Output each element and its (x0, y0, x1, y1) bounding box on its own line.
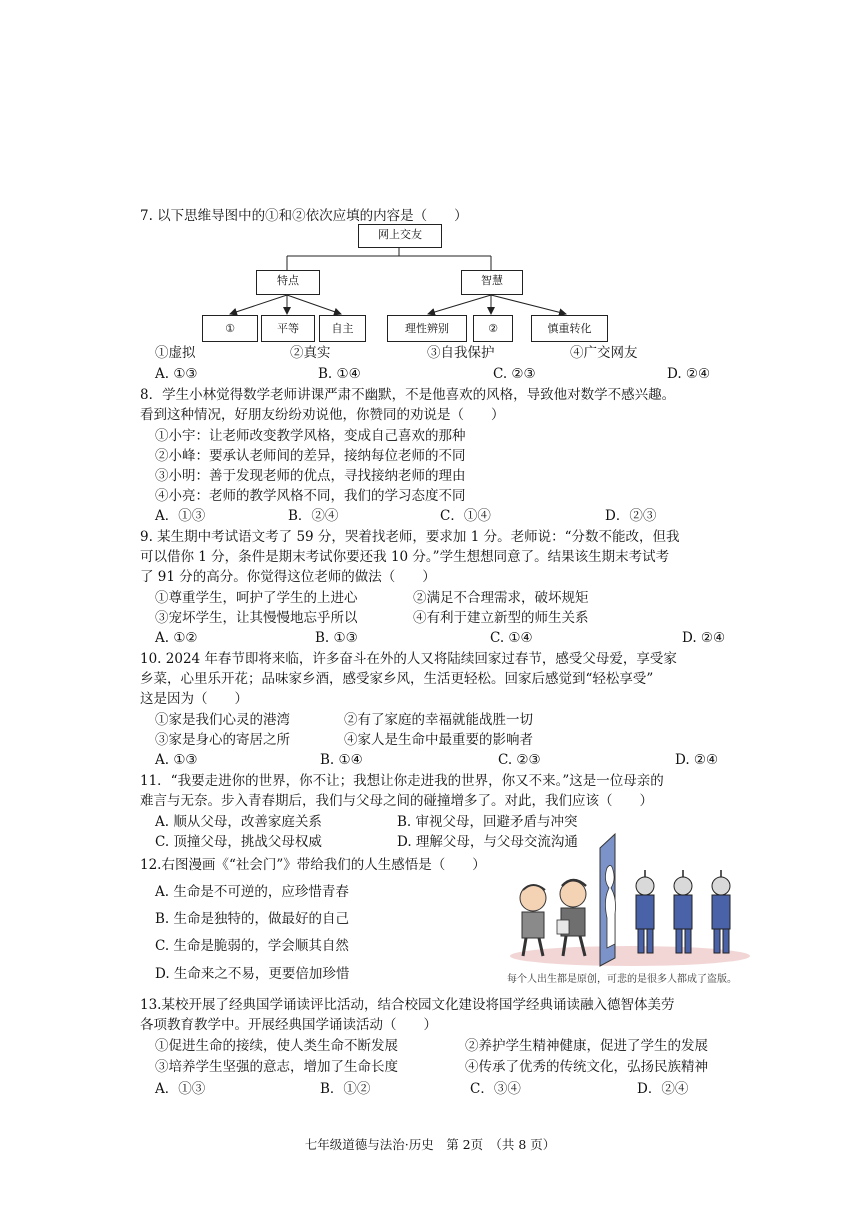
q12-option-c[interactable]: C. 生命是脆弱的，学会顺其自然 (155, 938, 349, 954)
q9-item-4: ④有利于建立新型的师生关系 (413, 610, 589, 626)
q8-option-c[interactable]: C．①④ (440, 508, 491, 524)
mindmap-leaf-4: 理性辨别 (387, 315, 467, 342)
q8-option-d[interactable]: D．②③ (605, 508, 657, 524)
q9-option-d[interactable]: D. ②④ (682, 630, 726, 646)
q13-item-3: ③培养学生坚强的意志，增加了生命长度 (155, 1059, 398, 1075)
q11-option-c[interactable]: C. 顶撞父母，挑战父母权威 (155, 834, 322, 850)
q13-option-c[interactable]: C．③④ (470, 1081, 521, 1097)
q7-item-3: ③自我保护 (427, 345, 495, 361)
mindmap-leaf-6: 慎重转化 (531, 315, 608, 342)
q9-option-c[interactable]: C. ①④ (490, 630, 533, 646)
q13-item-1: ①促进生命的接续，使人类生命不断发展 (155, 1038, 398, 1054)
q11-option-d[interactable]: D. 理解父母，与父母交流沟通 (397, 834, 578, 850)
q7-option-b[interactable]: B. ①④ (318, 366, 361, 382)
cartoon-illustration (505, 828, 765, 970)
q9-item-2: ②满足不合理需求，破坏规矩 (413, 590, 589, 606)
mindmap-left-node: 特点 (256, 270, 320, 295)
mindmap-leaf-2: 平等 (261, 315, 315, 342)
q10-option-c[interactable]: C. ②③ (498, 752, 541, 768)
q11-stem-line-2: 难言与无奈。步入青春期后，我们与父母之间的碰撞增多了。对此，我们应该（ ） (140, 793, 653, 809)
q7-stem: 7. 以下思维导图中的①和②依次应填的内容是（ ） (140, 208, 468, 224)
q9-option-b[interactable]: B. ①③ (315, 630, 358, 646)
q10-stem-line-3: 这是因为（ ） (140, 691, 248, 707)
mindmap-leaf-1: ① (202, 315, 258, 342)
q9-option-a[interactable]: A. ①② (155, 630, 198, 646)
q7-item-1: ①虚拟 (155, 345, 196, 361)
q11-option-a[interactable]: A. 顺从父母，改善家庭关系 (155, 814, 322, 830)
q8-option-b[interactable]: B．②④ (288, 508, 339, 524)
mindmap-leaf-3: 自主 (319, 315, 366, 342)
q8-item-1: ①小宇：让老师改变教学风格，变成自己喜欢的那种 (155, 428, 466, 444)
mindmap-root: 网上交友 (358, 224, 442, 248)
q13-stem-line-2: 各项教育教学中。开展经典国学诵读活动（ ） (140, 1017, 437, 1033)
q9-stem-line-1: 9. 某生期中考试语文考了 59 分，哭着找老师，要求加 1 分。老师说：“分数不能改，但我 (140, 529, 680, 545)
mindmap-right-node: 智慧 (461, 270, 523, 295)
q7-item-4: ④广交网友 (570, 345, 638, 361)
q10-item-1: ①家是我们心灵的港湾 (155, 712, 290, 728)
q7-option-a[interactable]: A. ①③ (155, 366, 198, 382)
q10-stem-line-2: 乡菜，心里乐开花；品味家乡酒，感受家乡风，生活更轻松。回家后感觉到“轻松享受” (140, 671, 654, 687)
q13-option-b[interactable]: B．①② (320, 1081, 371, 1097)
q7-option-c[interactable]: C. ②③ (493, 366, 536, 382)
mindmap-leaf-5: ② (473, 315, 513, 342)
q8-stem-line-1: 8．学生小林觉得数学老师讲课严肃不幽默，不是他喜欢的风格，导致他对数学不感兴趣。 (140, 387, 676, 403)
q8-item-3: ③小明：善于发现老师的优点，寻找接纳老师的理由 (155, 468, 466, 484)
q9-stem-line-3: 了 91 分的高分。你觉得这位老师的做法（ ） (140, 569, 436, 585)
q12-option-b[interactable]: B. 生命是独特的，做最好的自己 (155, 911, 350, 927)
q12-option-a[interactable]: A. 生命是不可逆的，应珍惜青春 (155, 884, 349, 900)
q10-item-2: ②有了家庭的幸福就能战胜一切 (344, 712, 533, 728)
q10-item-3: ③家是身心的寄居之所 (155, 732, 290, 748)
q8-item-2: ②小峰：要承认老师间的差异，接纳每位老师的不同 (155, 448, 466, 464)
q13-item-4: ④传承了优秀的传统文化，弘扬民族精神 (465, 1059, 708, 1075)
q10-item-4: ④家人是生命中最重要的影响者 (344, 732, 533, 748)
q7-item-2: ②真实 (290, 345, 331, 361)
q11-option-b[interactable]: B. 审视父母，回避矛盾与冲突 (397, 814, 578, 830)
q10-option-a[interactable]: A. ①③ (155, 752, 198, 768)
q9-item-1: ①尊重学生，呵护了学生的上进心 (155, 590, 358, 606)
q10-option-b[interactable]: B. ①④ (320, 752, 363, 768)
q8-option-a[interactable]: A．①③ (155, 508, 206, 524)
q8-item-4: ④小亮：老师的教学风格不同，我们的学习态度不同 (155, 488, 466, 504)
q13-item-2: ②养护学生精神健康，促进了学生的发展 (465, 1038, 708, 1054)
q7-option-d[interactable]: D. ②④ (667, 366, 711, 382)
q9-item-3: ③宠坏学生，让其慢慢地忘乎所以 (155, 610, 358, 626)
q9-stem-line-2: 可以借你 1 分，条件是期末考试你要还我 10 分。”学生想想同意了。结果该生期末考试考 (140, 549, 670, 565)
q12-stem: 12.右图漫画《“社会门”》带给我们的人生感悟是（ ） (140, 857, 486, 873)
q8-stem-line-2: 看到这种情况，好朋友纷纷劝说他，你赞同的劝说是（ ） (140, 407, 505, 423)
cartoon-caption: 每个人出生都是原创，可悲的是很多人都成了盗版。 (507, 974, 737, 985)
q10-stem-line-1: 10. 2024 年春节即将来临，许多奋斗在外的人又将陆续回家过春节，感受父母爱，享受家 (140, 651, 677, 667)
q10-option-d[interactable]: D. ②④ (675, 752, 719, 768)
q13-option-d[interactable]: D．②④ (637, 1081, 689, 1097)
page-footer: 七年级道德与法治·历史 第 2页 （共 8 页） (304, 1137, 556, 1152)
q13-option-a[interactable]: A．①③ (155, 1081, 206, 1097)
q13-stem-line-1: 13.某校开展了经典国学诵读评比活动，结合校园文化建设将国学经典诵读融入德智体美劳 (140, 997, 675, 1013)
mindmap-connectors (0, 0, 860, 345)
q11-stem-line-1: 11．“我要走进你的世界，你不让；我想让你走进我的世界，你又不来。”这是一位母亲的 (140, 773, 664, 789)
q12-option-d[interactable]: D. 生命来之不易，更要倍加珍惜 (155, 966, 350, 982)
